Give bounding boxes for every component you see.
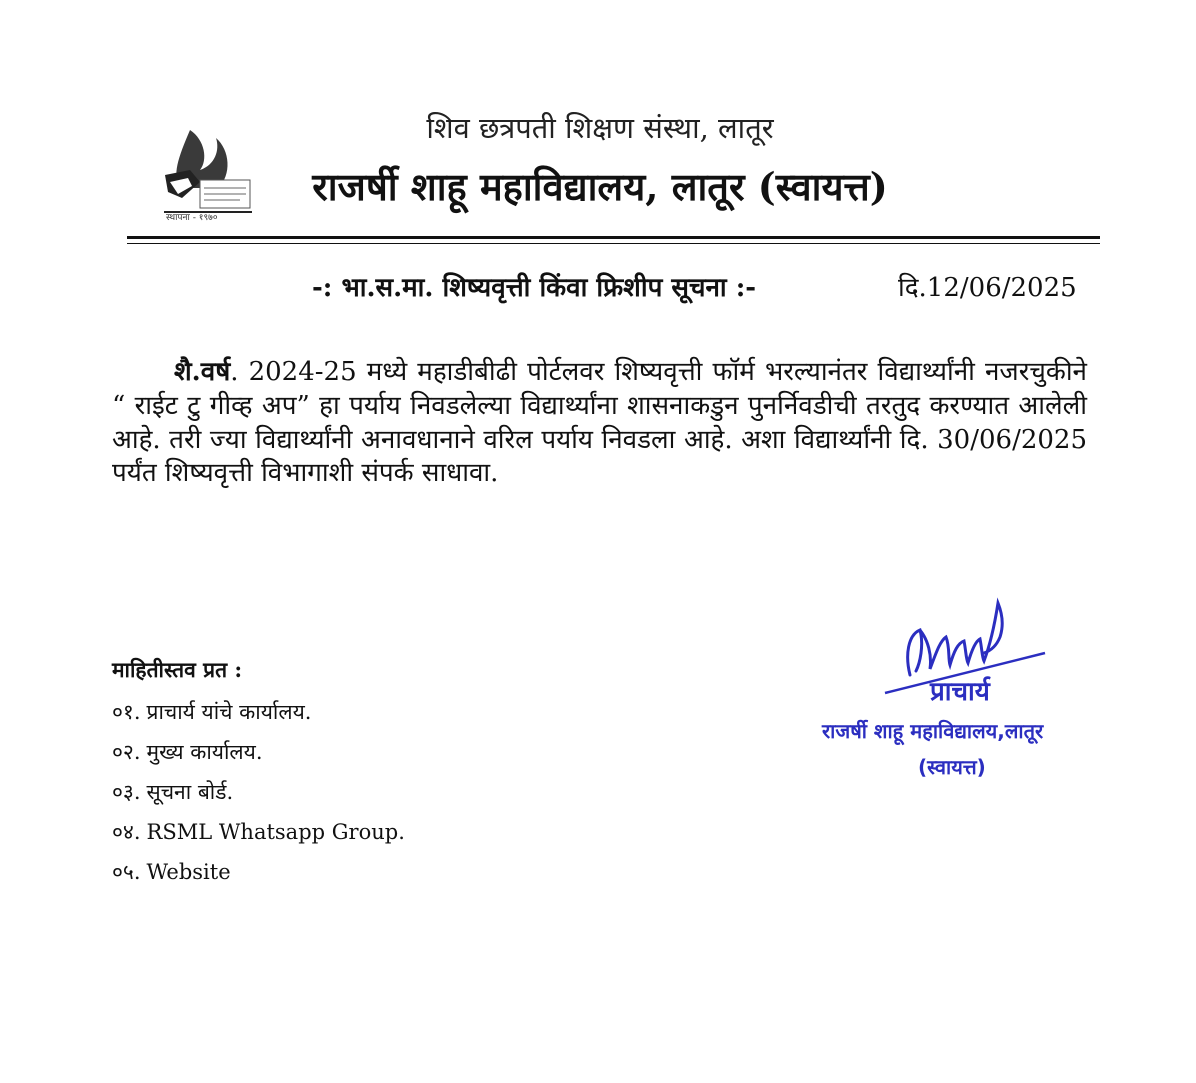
notice-body-text: . 2024-25 मध्ये महाडीबीढी पोर्टलवर शिष्यवृत्ती फॉर्म भरल्यानंतर विद्यार्थ्यांनी नजरचुकीने “ राईट टु गीव्ह अप” हा पर्याय निवडलेल्या विद्यार्थ्यांना शासनाकडुन पुनर्निवडीची तरतुद करण्यात आलेली आहे. तरी ज्या विद्यार्थ्यांनी अनावधानाने वरिल पर्याय निवडला आहे. अशा विद्यार्थ्यांनी दि. 30/06/2025 पर्यंत शिष्यवृत्ती विभागाशी संपर्क साधावा.	[112, 357, 1087, 489]
header-divider	[127, 236, 1100, 239]
organization-name: शिव छत्रपती शिक्षण संस्था, लातूर	[426, 111, 774, 145]
academic-year-label: शै.वर्ष	[174, 357, 231, 387]
stamp-autonomous: (स्वायत्त)	[918, 755, 986, 779]
notice-body	[112, 356, 1087, 491]
stamp-college-name: राजर्षी शाहू महाविद्यालय,लातूर	[822, 719, 1044, 743]
copies-heading: माहितीस्तव प्रत :	[112, 657, 243, 682]
notice-date: दि.12/06/2025	[898, 273, 1077, 303]
list-item: ०३. सूचना बोर्ड.	[112, 780, 234, 804]
list-item: ०२. मुख्य कार्यालय.	[112, 740, 263, 764]
copies-list	[112, 697, 405, 897]
established-label: स्थापना - १९७०	[166, 213, 218, 223]
list-item: ०५. Website	[112, 860, 231, 884]
header-divider-thin	[127, 243, 1100, 244]
college-name: राजर्षी शाहू महाविद्यालय, लातूर (स्वायत्त)	[312, 164, 888, 209]
stamp-title: प्राचार्य	[930, 677, 990, 707]
list-item: ०४. RSML Whatsapp Group.	[112, 820, 405, 844]
notice-title: -: भा.स.मा. शिष्यवृत्ती किंवा फ्रिशीप सूचना :-	[312, 273, 757, 303]
list-item: ०१. प्राचार्य यांचे कार्यालय.	[112, 700, 312, 724]
